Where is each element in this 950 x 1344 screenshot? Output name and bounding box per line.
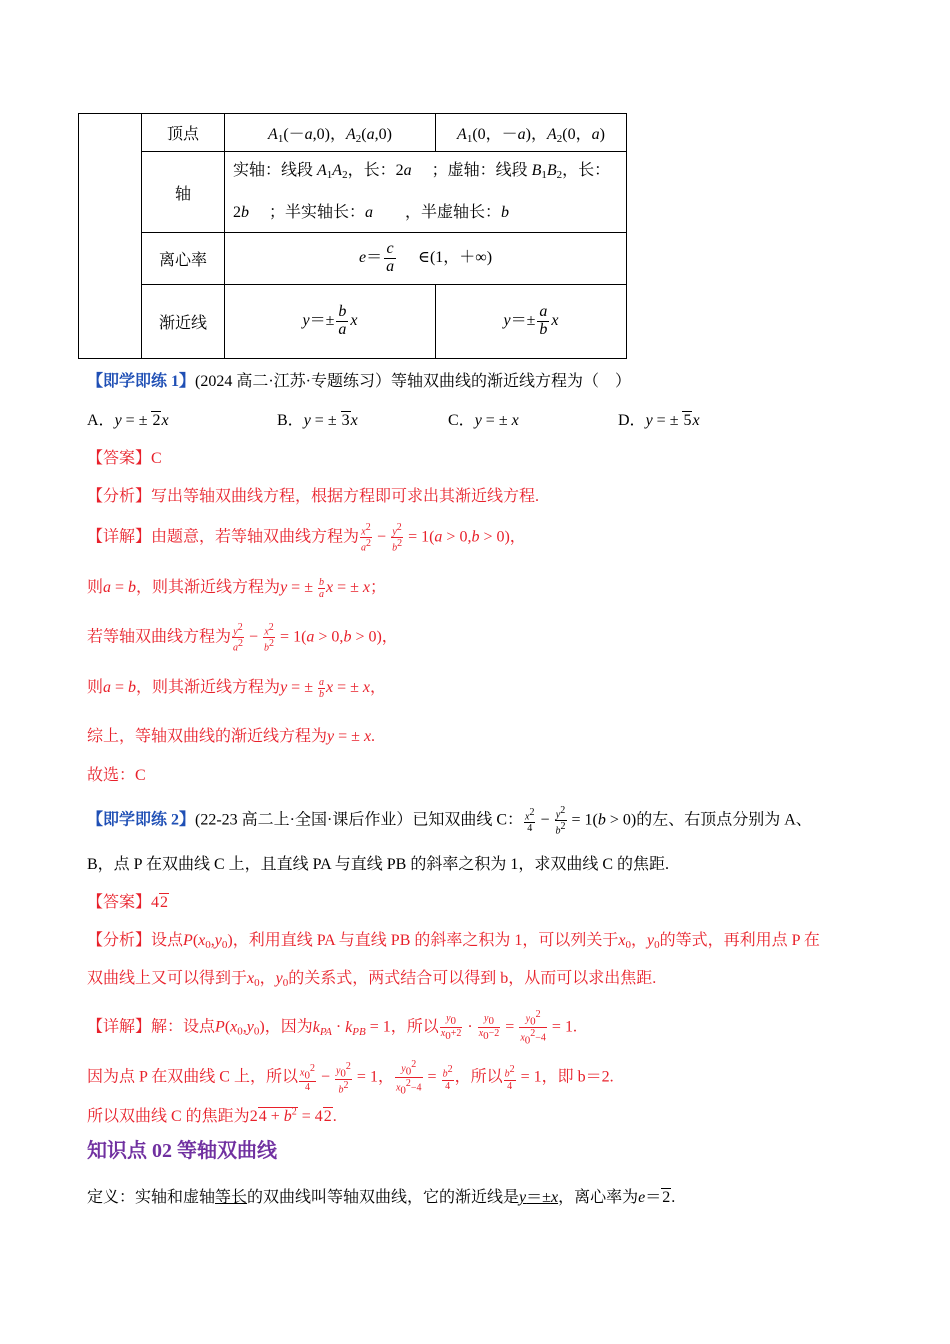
vertex-label: 顶点 [142, 114, 225, 152]
option-d: D．y = ± 5x [618, 412, 700, 429]
exercise-2-question-2: B，点 P 在双曲线 C 上，且直线 PA 与直线 PB 的斜率之积为 1，求双曲线 C 的焦距. [87, 856, 669, 873]
axis-content: 实轴：线段 $A_1A_2$，长：2a ；虚轴：线段 $B_1B_2$，长： 2b ；半实轴长：a ，半虚轴长：b [225, 152, 627, 233]
exercise-1-detail-1: 【详解】由题意，若等轴双曲线方程为 $\frac{x^2}{a^2}$ − $\frac{y^2}{b^2}$ = 1(a > 0,b > 0)， [87, 522, 526, 554]
exercise-1-detail-5: 综上，等轴双曲线的渐近线方程为y = ± x. [87, 728, 376, 745]
eccentricity-value: e＝ $\frac{c}{a}$ ∈(1，＋∞) [225, 233, 627, 285]
exercise-2-answer: 【答案】42 [87, 894, 169, 911]
section-title: 知识点 02 等轴双曲线 [87, 1140, 277, 1162]
asymptote-label: 渐近线 [142, 285, 225, 359]
exercise-2-question-1: 【即学即练 2】(22-23 高二上·全国·课后作业）已知双曲线 C： $\frac{x^2}{4}$ − $\frac{y^2}{b^2}$ = 1(b > 0)的左、右顶点分别为 A、 [87, 805, 812, 837]
eccentricity-label: 离心率 [142, 233, 225, 285]
option-b: B．y = ± 3x [277, 412, 358, 429]
exercise-1-question: 【即学即练 1】(2024 高二·江苏·专题练习）等轴双曲线的渐近线方程为（ ） [87, 373, 632, 390]
exercise-1-detail-3: 若等轴双曲线方程为 $\frac{y^2}{a^2}$ − $\frac{x^2}{b^2}$ = 1(a > 0,b > 0)， [87, 622, 398, 654]
asymptote-left: y＝± $\frac{b}{a}$ x [225, 285, 436, 359]
exercise-1-analysis: 【分析】写出等轴双曲线方程，根据方程即可求出其渐近线方程. [87, 488, 540, 505]
exercise-2-detail-3: 所以双曲线 C 的焦距为$24 + b^2 = 42$. [87, 1106, 337, 1125]
exercise-2-analysis-1: 【分析】设点$P(x_0,y_0)$，利用直线 PA 与直线 PB 的斜率之积为 1，可以列关于$x_0$，$y_0$的等式，再利用点 P 在 [87, 932, 820, 951]
exercise-1-detail-2: 则a = b，则其渐近线方程为y = ± $\frac{b}{a}$ x = ± x； [87, 576, 387, 600]
exercise-2-analysis-2: 双曲线上又可以得到于$x_0$，$y_0$的关系式，两式结合可以得到 b，从而可以求出焦距. [87, 970, 657, 989]
option-a: A．y = ± 2x [87, 412, 169, 429]
vertex-left: $A_1(-a,0)$，$A_2(a,0)$ [225, 114, 436, 152]
option-c: C．y = ± x [448, 412, 519, 429]
vertex-right: $A_1(0$，－a)，$A_2(0$，a) [436, 114, 627, 152]
definition-text: 定义：实轴和虚轴等长的双曲线叫等轴双曲线，它的渐近线是y＝±x，离心率为e＝2. [87, 1189, 676, 1206]
eccentricity-range: ∈(1，＋∞) [418, 249, 493, 267]
exercise-1-final: 故选：C [87, 767, 146, 784]
asymptote-right: y＝± $\frac{a}{b}$ x [436, 285, 627, 359]
hyperbola-properties-table [78, 113, 627, 359]
exercise-2-detail-1: 【详解】解：设点$P(x_0,y_0)$，因为$k_{PA} \cdot k_{PB} = 1$，所以 $\frac{y_0}{x_0+2}$ · $\frac{y_0}{x_0-2}$ = $\frac{y_0^2}{x_0^2-4}$ = 1. [87, 1009, 577, 1047]
exercise-1-detail-4: 则a = b，则其渐近线方程为y = ± $\frac{a}{b}$ x = ± x， [87, 676, 387, 700]
exercise-1-answer: 【答案】C [87, 450, 162, 467]
exercise-2-tag: 【即学即练 2】 [87, 811, 196, 829]
table-blank-cell [79, 114, 142, 359]
axis-label: 轴 [142, 152, 225, 233]
exercise-1-tag: 【即学即练 1】 [87, 373, 196, 390]
exercise-2-detail-2: 因为点 P 在双曲线 C 上，所以 $\frac{x_0^2}{4}$ − $\frac{y_0^2}{b^2}$ = 1， $\frac{y_0^2}{x_0^2-4}$ = $\frac{b^2}{4}$ ，所以 $\frac{b^2}{4}$ = 1，即 b＝2. [87, 1059, 614, 1097]
